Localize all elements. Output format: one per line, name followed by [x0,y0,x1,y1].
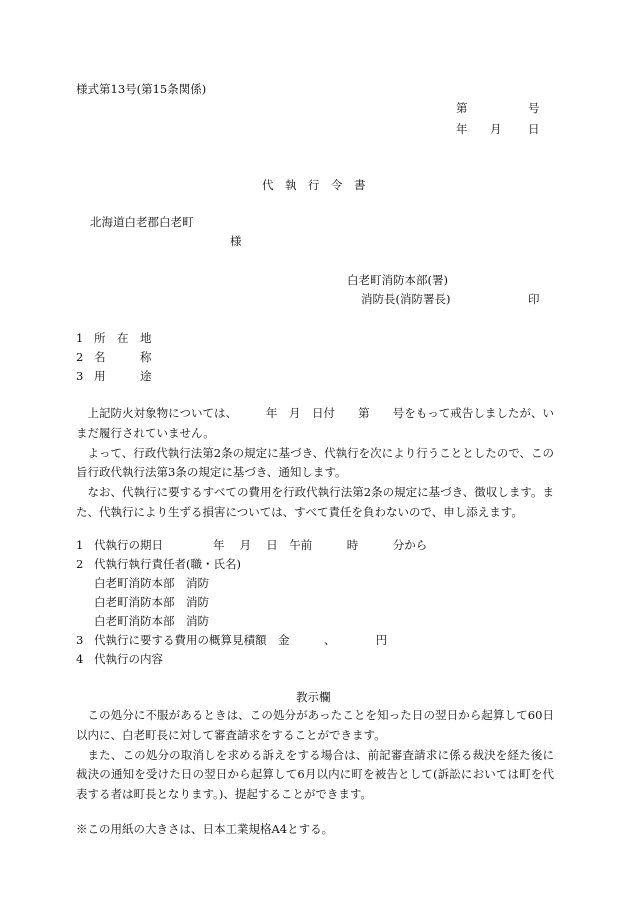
form-number-label: 様式第13号(第15条関係) [76,82,207,96]
execution-content-label: 代執行の内容 [94,652,163,666]
property-item-label: 所 在 地 [94,331,152,345]
execution-date-label: 代執行の期日 [94,538,163,552]
execution-item-num: 3 [76,633,84,647]
responsible-officer-label: 代執行執行責任者(職・氏名) [94,557,241,571]
property-item-label: 用 途 [94,369,152,383]
body-paragraph: よって、行政代執行法第2条の規定に基づき、代執行を次により行うこととしたので、この旨行政代執行法第3条の規定に基づき、通知します。 [76,445,554,480]
body-paragraph: なお、代執行に要するすべての費用を行政代執行法第2条の規定に基づき、徴収します。また、代執行により生ずる損害については、すべて責任を負わないので、申し添えます。 [76,485,554,519]
property-item-num: 2 [76,350,84,364]
notice-text [76,706,554,805]
property-item-num: 3 [76,369,84,383]
body-paragraph: 上記防火対象物については、 年 月 日付 第 号をもって戒告しましたが、いまだ履行されていません。 [76,406,554,440]
cost-estimate-label: 代執行に要する費用の概算見積額 金 、 円 [94,633,388,647]
document-number-prefix: 第 [456,101,468,115]
notice-heading: 教示欄 [296,690,331,704]
property-item-num: 1 [76,331,84,345]
responsible-officer: 白老町消防本部 消防 [94,614,209,628]
property-item-label: 名 称 [94,350,152,364]
execution-item-num: 2 [76,557,84,571]
document-number-suffix: 号 [528,101,540,115]
seal-mark: 印 [528,292,540,306]
issuer-organization: 白老町消防本部(署) [347,273,448,287]
document-title: 代 執 行 令 書 [262,178,366,192]
date-month: 月 [490,122,502,136]
notice-paragraph: この処分に不服があるときは、この処分があったことを知った日の翌日から起算して60日以内に、白老町長に対して審査請求をすることができます。 [76,708,554,742]
responsible-officer: 白老町消防本部 消防 [94,595,209,609]
addressee-address: 北海道白老郡白老町 [90,215,194,229]
addressee-honorific: 様 [230,234,242,248]
execution-item-num: 4 [76,652,84,666]
responsible-officer: 白老町消防本部 消防 [94,576,209,590]
date-day: 日 [528,122,540,136]
body-text [76,404,554,523]
footnote: ※この用紙の大きさは、日本工業規格A4とする。 [76,822,334,836]
date-year: 年 [456,122,468,136]
execution-date-value: 年 月 日 午前 時 分から [213,538,428,552]
notice-paragraph: また、この処分の取消しを求める訴えをする場合は、前記審査請求に係る裁決を経た後に裁決の通知を受けた日の翌日から起算して6月以内に町を被告として(訴訟においては町を代表する者は町長となります。)、提起することができます。 [76,747,554,802]
issuer-title: 消防長(消防署長) [361,292,451,306]
execution-item-num: 1 [76,538,84,552]
